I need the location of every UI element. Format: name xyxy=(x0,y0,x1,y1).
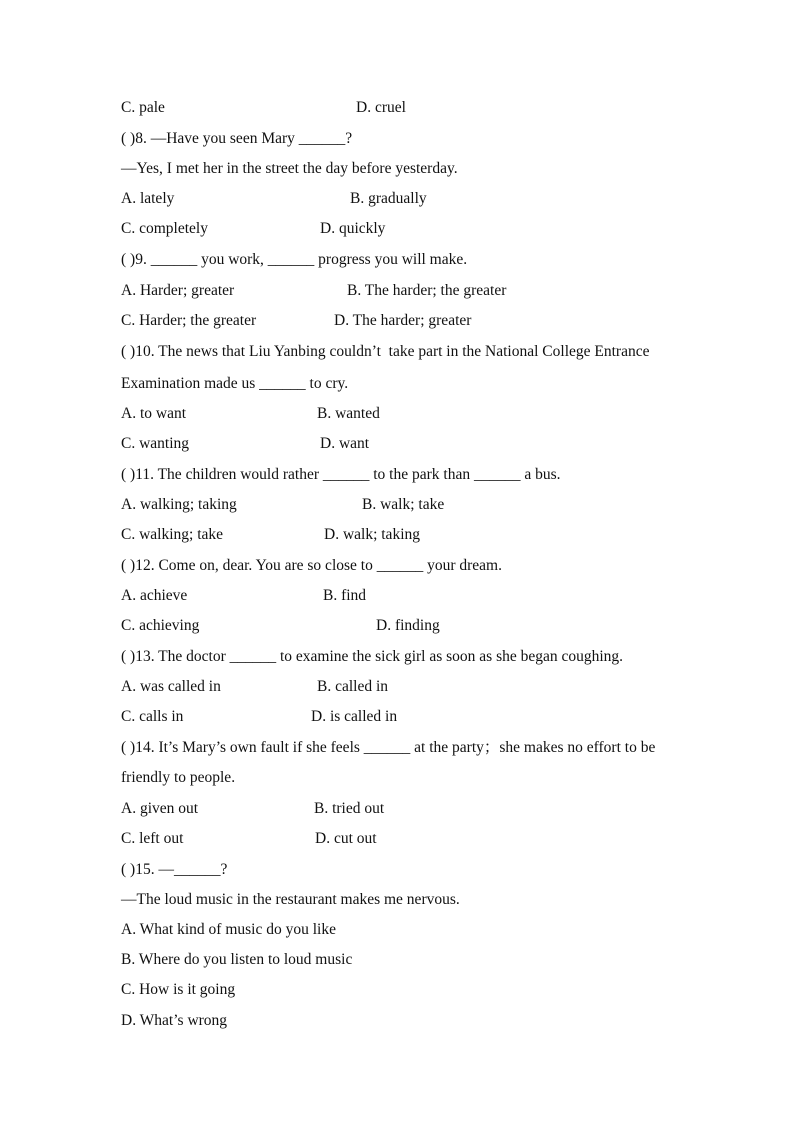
option-text: D. walk; taking xyxy=(324,526,420,543)
option-text: B. tried out xyxy=(314,800,385,817)
text-line: A. walking; taking xyxy=(121,496,237,513)
option-text: D. cruel xyxy=(356,99,406,116)
option-text: B. walk; take xyxy=(362,496,445,513)
option-text: B. find xyxy=(323,587,367,604)
text-line: C. How is it going xyxy=(121,981,236,998)
option-text: B. wanted xyxy=(317,405,380,422)
text-line: C. completely xyxy=(121,220,208,237)
text-line: A. Harder; greater xyxy=(121,282,235,299)
text-line: A. was called in xyxy=(121,678,221,695)
option-text: D. finding xyxy=(376,617,440,634)
text-line: A. achieve xyxy=(121,587,188,604)
text-line: B. Where do you listen to loud music xyxy=(121,951,353,968)
text-line: C. pale xyxy=(121,99,165,116)
text-line: A. lately xyxy=(121,190,175,207)
option-text: D. quickly xyxy=(320,220,386,237)
text-line: A. given out xyxy=(121,800,199,817)
text-line: C. wanting xyxy=(121,435,190,452)
option-text: B. The harder; the greater xyxy=(347,282,507,299)
text-line: —Yes, I met her in the street the day before yesterday. xyxy=(121,160,458,177)
text-line: ( )11. The children would rather ______ to the park than ______ a bus. xyxy=(121,466,561,483)
option-text: B. called in xyxy=(317,678,389,695)
text-line: friendly to people. xyxy=(121,769,236,786)
option-text: D. is called in xyxy=(311,708,398,725)
text-line: C. left out xyxy=(121,830,184,847)
text-line: C. calls in xyxy=(121,708,184,725)
option-text: B. gradually xyxy=(350,190,427,207)
text-line: ( )15. —______? xyxy=(121,861,228,878)
option-text: D. The harder; greater xyxy=(334,312,472,329)
text-line: A. to want xyxy=(121,405,187,422)
text-line: ( )12. Come on, dear. You are so close to ______ your dream. xyxy=(121,557,502,574)
text-line: ( )14. It’s Mary’s own fault if she feels ______ at the party；she makes no effort to be xyxy=(121,739,656,756)
text-line: C. Harder; the greater xyxy=(121,312,257,329)
text-line: ( )10. The news that Liu Yanbing couldn’t take part in the National College Entrance xyxy=(121,343,650,360)
option-text: D. cut out xyxy=(315,830,377,847)
text-line: ( )9. ______ you work, ______ progress you will make. xyxy=(121,251,468,268)
text-line: ( )13. The doctor ______ to examine the sick girl as soon as she began coughing. xyxy=(121,648,624,665)
text-line: A. What kind of music do you like xyxy=(121,921,336,938)
text-line: —The loud music in the restaurant makes me nervous. xyxy=(121,891,460,908)
text-line: D. What’s wrong xyxy=(121,1012,228,1029)
text-line: C. achieving xyxy=(121,617,200,634)
text-line: C. walking; take xyxy=(121,526,224,543)
text-line: Examination made us ______ to cry. xyxy=(121,375,349,392)
option-text: D. want xyxy=(320,435,370,452)
text-line: ( )8. —Have you seen Mary ______? xyxy=(121,130,353,147)
